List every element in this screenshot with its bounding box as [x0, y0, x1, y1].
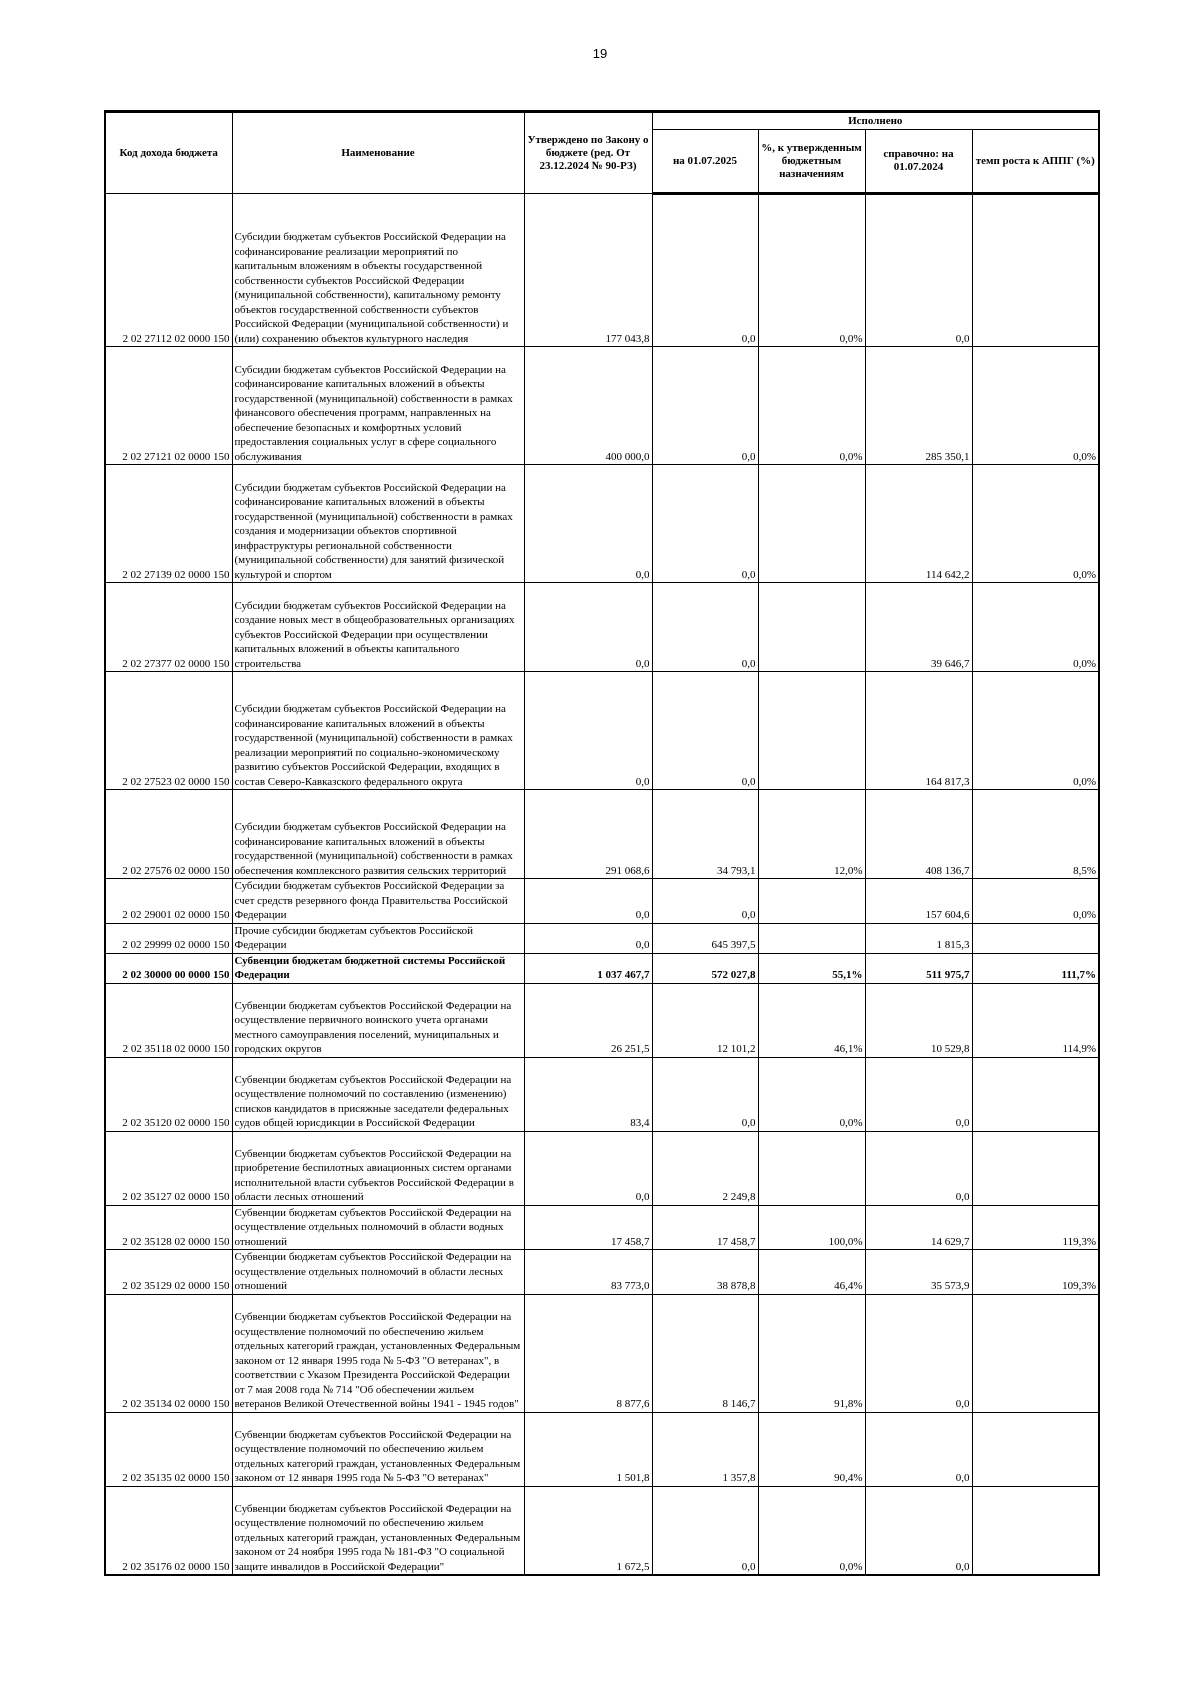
row-name: Субвенции бюджетам субъектов Российской Федерации на приобретение беспилотных авиационных систем органами исполнительной власти субъектов Российской Федерации в области лесных отношений	[232, 1131, 524, 1205]
row-growth	[972, 1057, 1099, 1131]
row-code: 2 02 35176 02 0000 150	[105, 1486, 232, 1575]
table-row	[105, 672, 1099, 790]
row-executed: 0,0	[652, 1057, 758, 1131]
table-row	[105, 1057, 1099, 1131]
row-approved: 0,0	[524, 583, 652, 672]
row-executed: 0,0	[652, 583, 758, 672]
row-executed: 645 397,5	[652, 923, 758, 953]
table-row	[105, 465, 1099, 583]
row-name: Субсидии бюджетам субъектов Российской Федерации на софинансирование реализации мероприятий по капитальным вложениям в объекты государственной собственности субъектов Российской Федерации (муниципальной собственности), капитальному ремонту объектов государственной собственности субъектов Российской Федерации (муниципальной собственности) и (или) сохранению объектов культурного наследия	[232, 194, 524, 347]
row-name: Субсидии бюджетам субъектов Российской Федерации на софинансирование капитальных вложений в объекты государственной (муниципальной) собственности в рамках создания и модернизации объектов спортивной инфраструктуры региональной собственности (муниципальной собственности) для занятий физической культурой и спортом	[232, 465, 524, 583]
row-executed: 0,0	[652, 465, 758, 583]
row-name: Субсидии бюджетам субъектов Российской Федерации за счет средств резервного фонда Правительства Российской Федерации	[232, 879, 524, 924]
row-reference: 1 815,3	[865, 923, 972, 953]
row-code: 2 02 35128 02 0000 150	[105, 1205, 232, 1250]
table-row	[105, 1294, 1099, 1412]
row-reference: 0,0	[865, 1486, 972, 1575]
row-name: Прочие субсидии бюджетам субъектов Российской Федерации	[232, 923, 524, 953]
table-row	[105, 953, 1099, 983]
row-name: Субвенции бюджетам бюджетной системы Российской Федерации	[232, 953, 524, 983]
row-percent	[758, 879, 865, 924]
header-executed: Исполнено	[652, 112, 1099, 130]
row-growth: 0,0%	[972, 583, 1099, 672]
row-code: 2 02 29999 02 0000 150	[105, 923, 232, 953]
row-growth	[972, 1486, 1099, 1575]
row-reference: 511 975,7	[865, 953, 972, 983]
row-code: 2 02 27523 02 0000 150	[105, 672, 232, 790]
row-percent: 55,1%	[758, 953, 865, 983]
row-executed: 34 793,1	[652, 790, 758, 879]
table-row	[105, 347, 1099, 465]
row-reference: 114 642,2	[865, 465, 972, 583]
row-approved: 1 037 467,7	[524, 953, 652, 983]
row-name: Субвенции бюджетам субъектов Российской Федерации на осуществление отдельных полномочий в области водных отношений	[232, 1205, 524, 1250]
row-code: 2 02 35129 02 0000 150	[105, 1250, 232, 1295]
table-row	[105, 1205, 1099, 1250]
row-approved: 17 458,7	[524, 1205, 652, 1250]
row-growth	[972, 1131, 1099, 1205]
row-approved: 1 501,8	[524, 1412, 652, 1486]
row-reference: 0,0	[865, 194, 972, 347]
row-code: 2 02 35134 02 0000 150	[105, 1294, 232, 1412]
row-reference: 14 629,7	[865, 1205, 972, 1250]
row-growth: 111,7%	[972, 953, 1099, 983]
row-executed: 0,0	[652, 347, 758, 465]
row-code: 2 02 27377 02 0000 150	[105, 583, 232, 672]
row-executed: 8 146,7	[652, 1294, 758, 1412]
row-percent	[758, 1131, 865, 1205]
row-growth: 114,9%	[972, 983, 1099, 1057]
row-executed: 0,0	[652, 194, 758, 347]
row-name: Субвенции бюджетам субъектов Российской Федерации на осуществление полномочий по составлению (изменению) списков кандидатов в присяжные заседатели федеральных судов общей юрисдикции в Российской Федерации	[232, 1057, 524, 1131]
row-name: Субвенции бюджетам субъектов Российской Федерации на осуществление полномочий по обеспечению жильем отдельных категорий граждан, установленных Федеральным законом от 24 ноября 1995 года № 181-ФЗ "О социальной защите инвалидов в Российской Федерации"	[232, 1486, 524, 1575]
row-percent: 12,0%	[758, 790, 865, 879]
table-row	[105, 194, 1099, 347]
budget-revenue-table	[104, 110, 1100, 1576]
row-reference: 0,0	[865, 1057, 972, 1131]
row-code: 2 02 35135 02 0000 150	[105, 1412, 232, 1486]
row-executed: 1 357,8	[652, 1412, 758, 1486]
row-growth: 119,3%	[972, 1205, 1099, 1250]
table-row	[105, 1486, 1099, 1575]
row-name: Субсидии бюджетам субъектов Российской Федерации на софинансирование капитальных вложений в объекты государственной (муниципальной) собственности в рамках финансового обеспечения программ, направленных на обеспечение безопасных и комфортных условий предоставления социальных услуг в сфере социального обслуживания	[232, 347, 524, 465]
row-approved: 8 877,6	[524, 1294, 652, 1412]
row-percent: 100,0%	[758, 1205, 865, 1250]
row-approved: 1 672,5	[524, 1486, 652, 1575]
header-approved: Утверждено по Закону о бюджете (ред. От 23.12.2024 № 90-РЗ)	[524, 112, 652, 194]
row-name: Субвенции бюджетам субъектов Российской Федерации на осуществление полномочий по обеспечению жильем отдельных категорий граждан, установленных Федеральным законом от 12 января 1995 года № 5-ФЗ "О ветеранах", в соответствии с Указом Президента Российской Федерации от 7 мая 2008 года № 714 "Об обеспечении жильем ветеранов Великой Отечественной войны 1941 - 1945 годов"	[232, 1294, 524, 1412]
row-reference: 35 573,9	[865, 1250, 972, 1295]
table-row	[105, 879, 1099, 924]
table-row	[105, 1412, 1099, 1486]
row-growth: 0,0%	[972, 879, 1099, 924]
row-name: Субсидии бюджетам субъектов Российской Федерации на софинансирование капитальных вложений в объекты государственной (муниципальной) собственности в рамках реализации мероприятий по социально-экономическому развитию субъектов Российской Федерации, входящих в состав Северо-Кавказского федерального округа	[232, 672, 524, 790]
row-growth: 109,3%	[972, 1250, 1099, 1295]
header-name: Наименование	[232, 112, 524, 194]
row-approved: 291 068,6	[524, 790, 652, 879]
row-growth: 0,0%	[972, 465, 1099, 583]
table-row	[105, 1131, 1099, 1205]
row-executed: 0,0	[652, 879, 758, 924]
row-name: Субвенции бюджетам субъектов Российской Федерации на осуществление полномочий по обеспечению жильем отдельных категорий граждан, установленных Федеральным законом от 12 января 1995 года № 5-ФЗ "О ветеранах"	[232, 1412, 524, 1486]
row-code: 2 02 27139 02 0000 150	[105, 465, 232, 583]
row-approved: 83 773,0	[524, 1250, 652, 1295]
row-growth	[972, 194, 1099, 347]
row-growth	[972, 923, 1099, 953]
row-code: 2 02 30000 00 0000 150	[105, 953, 232, 983]
row-reference: 164 817,3	[865, 672, 972, 790]
row-name: Субвенции бюджетам субъектов Российской Федерации на осуществление первичного воинского учета органами местного самоуправления поселений, муниципальных и городских округов	[232, 983, 524, 1057]
row-reference: 0,0	[865, 1294, 972, 1412]
header-as-of: на 01.07.2025	[652, 130, 758, 194]
row-percent: 46,1%	[758, 983, 865, 1057]
row-code: 2 02 27576 02 0000 150	[105, 790, 232, 879]
row-executed: 572 027,8	[652, 953, 758, 983]
row-approved: 26 251,5	[524, 983, 652, 1057]
page-number: 19	[592, 46, 608, 61]
row-approved: 0,0	[524, 1131, 652, 1205]
table-row	[105, 1250, 1099, 1295]
row-approved: 0,0	[524, 465, 652, 583]
row-percent	[758, 465, 865, 583]
row-approved: 177 043,8	[524, 194, 652, 347]
row-approved: 0,0	[524, 879, 652, 924]
row-growth	[972, 1412, 1099, 1486]
row-reference: 39 646,7	[865, 583, 972, 672]
row-percent: 0,0%	[758, 194, 865, 347]
row-executed: 38 878,8	[652, 1250, 758, 1295]
row-reference: 0,0	[865, 1412, 972, 1486]
row-name: Субсидии бюджетам субъектов Российской Федерации на софинансирование капитальных вложений в объекты государственной (муниципальной) собственности в рамках обеспечения комплексного развития сельских территорий	[232, 790, 524, 879]
row-executed: 2 249,8	[652, 1131, 758, 1205]
row-percent	[758, 923, 865, 953]
row-executed: 17 458,7	[652, 1205, 758, 1250]
row-approved: 400 000,0	[524, 347, 652, 465]
header-growth: темп роста к АППГ (%)	[972, 130, 1099, 194]
header-percent: %, к утвержденным бюджетным назначениям	[758, 130, 865, 194]
row-percent: 0,0%	[758, 347, 865, 465]
row-reference: 0,0	[865, 1131, 972, 1205]
header-reference: справочно: на 01.07.2024	[865, 130, 972, 194]
row-growth: 0,0%	[972, 347, 1099, 465]
row-code: 2 02 35120 02 0000 150	[105, 1057, 232, 1131]
table-row	[105, 923, 1099, 953]
row-name: Субсидии бюджетам субъектов Российской Федерации на создание новых мест в общеобразовательных организациях субъектов Российской Федерации при осуществлении капитальных вложений в объекты капитального строительства	[232, 583, 524, 672]
row-percent: 0,0%	[758, 1486, 865, 1575]
row-reference: 157 604,6	[865, 879, 972, 924]
row-code: 2 02 35118 02 0000 150	[105, 983, 232, 1057]
row-name: Субвенции бюджетам субъектов Российской Федерации на осуществление отдельных полномочий в области лесных отношений	[232, 1250, 524, 1295]
row-code: 2 02 27112 02 0000 150	[105, 194, 232, 347]
row-executed: 0,0	[652, 672, 758, 790]
row-executed: 0,0	[652, 1486, 758, 1575]
row-percent: 91,8%	[758, 1294, 865, 1412]
row-approved: 0,0	[524, 923, 652, 953]
row-percent	[758, 583, 865, 672]
row-percent: 90,4%	[758, 1412, 865, 1486]
table-row	[105, 790, 1099, 879]
row-reference: 408 136,7	[865, 790, 972, 879]
row-reference: 285 350,1	[865, 347, 972, 465]
row-approved: 0,0	[524, 672, 652, 790]
row-reference: 10 529,8	[865, 983, 972, 1057]
header-code: Код дохода бюджета	[105, 112, 232, 194]
row-percent	[758, 672, 865, 790]
row-code: 2 02 29001 02 0000 150	[105, 879, 232, 924]
row-percent: 0,0%	[758, 1057, 865, 1131]
row-executed: 12 101,2	[652, 983, 758, 1057]
row-growth	[972, 1294, 1099, 1412]
row-percent: 46,4%	[758, 1250, 865, 1295]
row-growth: 0,0%	[972, 672, 1099, 790]
table-row	[105, 983, 1099, 1057]
row-growth: 8,5%	[972, 790, 1099, 879]
row-code: 2 02 27121 02 0000 150	[105, 347, 232, 465]
table-row	[105, 583, 1099, 672]
row-code: 2 02 35127 02 0000 150	[105, 1131, 232, 1205]
row-approved: 83,4	[524, 1057, 652, 1131]
